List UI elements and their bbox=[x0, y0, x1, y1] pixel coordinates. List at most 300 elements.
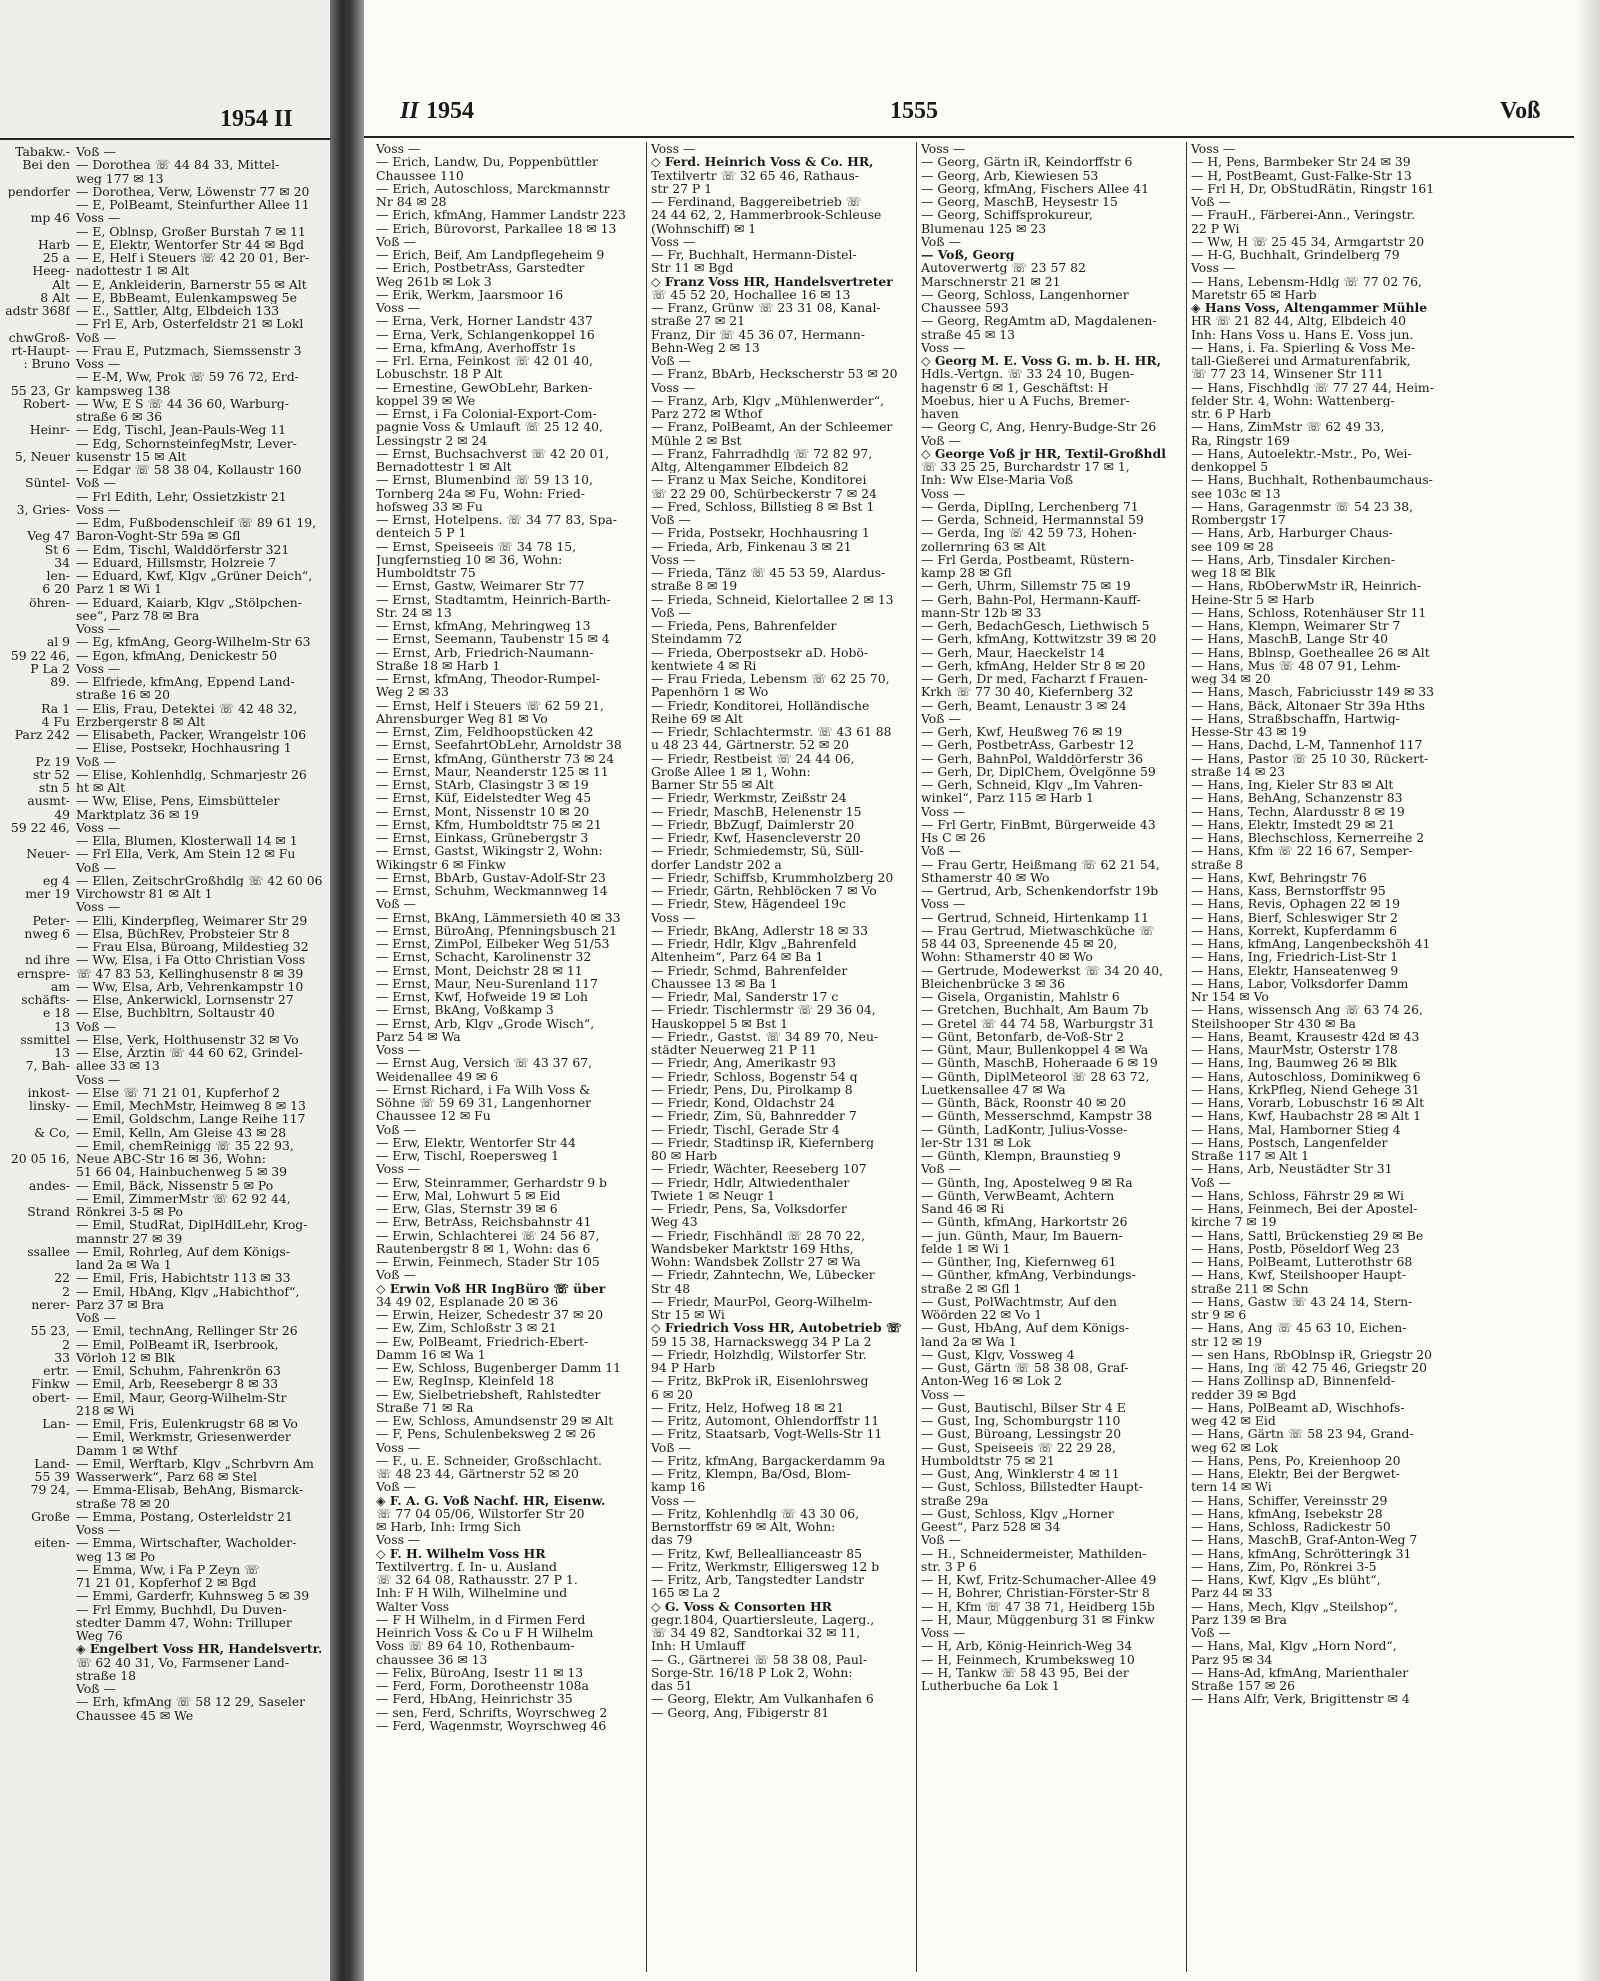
directory-entry-line: ☏ 33 25 25, Burchardstr 17 ✉ 1, bbox=[921, 460, 1130, 474]
directory-entry-line: — Hans, MaschB, Lange Str 40 bbox=[1191, 632, 1388, 646]
left-fragment-line: pendorfer bbox=[7, 184, 70, 198]
directory-entry-line: Heinrich Voss & Co u F H Wilhelm bbox=[376, 1626, 594, 1640]
directory-entry-line: 94 P Harb bbox=[651, 1361, 716, 1375]
directory-entry-line: Weg 2 ✉ 33 bbox=[376, 685, 449, 699]
directory-entry-line: Hauskoppel 5 ✉ Bst 1 bbox=[651, 1016, 789, 1030]
directory-entry-line: mannstr 27 ✉ 39 bbox=[76, 1231, 183, 1245]
directory-entry-line: — E, BbBeamt, Eulenkampsweg 5e bbox=[76, 290, 297, 304]
left-fragment-line: 3, Gries- bbox=[16, 502, 70, 516]
directory-entry-line: pagnie Voss & Umlauft ☏ 25 12 40, bbox=[376, 420, 603, 434]
directory-entry-line: — Elise, Postsekr, Hochhausring 1 bbox=[76, 741, 292, 755]
directory-entry-line: Textilvertr ☏ 32 65 46, Rathaus- bbox=[651, 168, 859, 182]
directory-entry-line: — Hans Zollinsp aD, Binnenfeld- bbox=[1191, 1374, 1396, 1388]
directory-entry-line: — Dorothea ☏ 44 84 33, Mittel- bbox=[76, 158, 280, 172]
directory-entry-line: — Erwin, Schlachterei ☏ 24 56 87, bbox=[376, 1228, 600, 1242]
directory-entry-line: — Emil, Werkmstr, Griesenwerder bbox=[76, 1430, 291, 1444]
directory-entry-line: — Frau Gertr, Heißmang ☏ 62 21 54, bbox=[921, 857, 1160, 871]
directory-entry-line: Weg 43 bbox=[651, 1215, 698, 1229]
left-fragment-line: 79 24, bbox=[30, 1483, 70, 1497]
directory-entry-line: — Frl E, Arb, Osterfeldstr 21 ✉ Lokl bbox=[76, 317, 304, 331]
left-fragment-line: Alt bbox=[52, 277, 70, 291]
directory-entry-line: Voß — bbox=[921, 711, 961, 725]
directory-entry-line: — Elise, Kohlenhdlg, Schmarjestr 26 bbox=[76, 767, 307, 781]
directory-entry-line: — Ernst, Schuhm, Weckmannweg 14 bbox=[376, 884, 608, 898]
directory-entry-line: ◇ G. Voss & Consorten HR bbox=[651, 1599, 832, 1613]
directory-entry-line: — Else ☏ 71 21 01, Kupferhof 2 bbox=[76, 1085, 281, 1099]
left-fragment-line: Strand bbox=[27, 1205, 70, 1219]
left-fragment-line bbox=[0, 940, 70, 953]
directory-entry-line: Weg 261b ✉ Lok 3 bbox=[376, 274, 492, 288]
left-fragment-line: 89. bbox=[50, 675, 70, 689]
left-fragment-line: 49 bbox=[54, 807, 70, 821]
directory-entry-line: — Günth, Messerschmd, Kampstr 38 bbox=[921, 1109, 1153, 1123]
directory-entry-line: — Fritz, kfmAng, Bargackerdamm 9a bbox=[651, 1453, 886, 1467]
directory-entry-line: — Gerda, DiplIng, Lerchenberg 71 bbox=[921, 499, 1139, 513]
left-fragment-line: Pz 19 bbox=[35, 754, 70, 768]
directory-entry-line: Voss — bbox=[651, 234, 696, 248]
directory-entry-line: hagenstr 6 ✉ 1, Geschäftst: H bbox=[921, 380, 1109, 394]
directory-entry-line: — Fritz, Kwf, Belleallianceastr 85 bbox=[651, 1546, 863, 1560]
left-fragment-line: 13 bbox=[54, 1019, 70, 1033]
left-fragment-line bbox=[0, 1139, 70, 1152]
directory-entry-line: Walter Voss bbox=[376, 1599, 450, 1613]
directory-entry-line: Voß — bbox=[921, 844, 961, 858]
directory-entry-line: ☏ 22 29 00, Schürbeckerstr 7 ✉ 24 bbox=[651, 486, 877, 500]
directory-entry-line: — Hans-Ad, kfmAng, Marienthaler bbox=[1191, 1665, 1409, 1679]
directory-entry-line: — Emma, Wirtschafter, Wacholder- bbox=[76, 1536, 297, 1550]
directory-entry-line: kamp 16 bbox=[651, 1480, 706, 1494]
directory-entry-line: Voss — bbox=[76, 211, 121, 225]
directory-entry-line: Straße 71 ✉ Ra bbox=[376, 1400, 474, 1414]
directory-entry-line: tern 14 ✉ Wi bbox=[1191, 1480, 1272, 1494]
directory-entry-line: Chaussee 593 bbox=[921, 301, 1009, 315]
directory-entry-line: — Frieda, Oberpostsekr aD. Hobö- bbox=[651, 645, 869, 659]
directory-entry-line: — Friedr, Stew, Hägendeel 19c bbox=[651, 897, 846, 911]
directory-entry-line: Söhne ☏ 59 69 31, Langenhorner bbox=[376, 1096, 592, 1110]
directory-entry-line: — Hans, Feinmech, Bei der Apostel- bbox=[1191, 1202, 1418, 1216]
left-fragment-line bbox=[0, 1112, 70, 1125]
directory-entry-line: — Frau Elsa, Büroang, Mildestieg 32 bbox=[76, 940, 309, 954]
directory-entry-line: — Franz, Arb, Klgv „Mühlenwerder“, bbox=[651, 393, 885, 407]
directory-entry-line: — Ww, E S ☏ 44 36 60, Warburg- bbox=[76, 396, 289, 410]
directory-entry-line: — Hans, Labor, Volksdorfer Damm bbox=[1191, 976, 1409, 990]
directory-entry-line: zollernring 63 ✉ Alt bbox=[921, 539, 1046, 553]
directory-entry-line: — Erna, Verk, Schlangenkoppel 16 bbox=[376, 327, 595, 341]
directory-entry-line: — Erw, Tischl, Roepersweg 1 bbox=[376, 1149, 560, 1163]
directory-entry-line: — Hans, Lebensm-Hdlg ☏ 77 02 76, bbox=[1191, 274, 1422, 288]
directory-entry-line: — Ernst, Einkass, Grünebergstr 3 bbox=[376, 831, 589, 845]
directory-entry-line: Voß — bbox=[76, 1311, 116, 1325]
directory-entry-line: — Georg, Arb, Kiewiesen 53 bbox=[921, 168, 1099, 182]
directory-entry-line: (Wohnschiff) ✉ 1 bbox=[651, 221, 757, 235]
left-fragment-line: : Bruno bbox=[23, 357, 70, 371]
directory-entry-line: Wöörden 22 ✉ Vo 1 bbox=[921, 1308, 1043, 1322]
left-fragment-line: schäfts- bbox=[21, 993, 70, 1007]
directory-entry-line: straße 18 bbox=[76, 1668, 136, 1682]
directory-entry-line: — Hans, Mech, Klgv „Steilshop“, bbox=[1191, 1599, 1398, 1613]
directory-entry-line: str 27 P 1 bbox=[651, 181, 713, 195]
directory-entry-line: das 51 bbox=[651, 1679, 693, 1693]
directory-entry-line: see 103c ✉ 13 bbox=[1191, 486, 1281, 500]
directory-entry-line: Virchowstr 81 ✉ Alt 1 bbox=[76, 887, 213, 901]
directory-entry-line: Str. 24 ✉ 13 bbox=[376, 605, 452, 619]
directory-entry-line: — Emma, Ww, i Fa P Zeyn ☏ bbox=[76, 1562, 260, 1576]
left-fragment-line: nd ihre bbox=[24, 953, 70, 967]
directory-entry-line: — Günth, VerwBeamt, Achtern bbox=[921, 1188, 1115, 1202]
directory-entry-line: — Hans, Schloss, Fährstr 29 ✉ Wi bbox=[1191, 1188, 1404, 1202]
left-fragment-line: 8 Alt bbox=[40, 290, 70, 304]
directory-entry-line: — Frau Gertrud, Mietwaschküche ☏ bbox=[921, 923, 1155, 937]
directory-entry-line: — Ernst Richard, i Fa Wilh Voss & bbox=[376, 1082, 591, 1096]
catchword: Voß bbox=[1500, 98, 1541, 124]
directory-entry-line: — Emil, chemReinigg ☏ 35 22 93, bbox=[76, 1138, 294, 1152]
directory-entry-line: ✉ Harb, Inh: Irmg Sich bbox=[376, 1520, 522, 1534]
directory-entry-line: Voß — bbox=[651, 605, 691, 619]
directory-entry-line: — Georg, Gärtn iR, Keindorffstr 6 bbox=[921, 155, 1133, 169]
directory-entry-line: winkel“, Parz 115 ✉ Harb 1 bbox=[921, 791, 1094, 805]
directory-entry-line: — Gertrud, Schneid, Hirtenkamp 11 bbox=[921, 910, 1149, 924]
left-fragment-line: Bei den bbox=[22, 158, 70, 172]
directory-entry-line: — Erw, BetrAss, Reichsbahnstr 41 bbox=[376, 1215, 592, 1229]
directory-entry-line: — Ew, Sielbetriebsheft, Rahlstedter bbox=[376, 1387, 601, 1401]
directory-entry-line: — Elsa, BüchRev, Probsteier Str 8 bbox=[76, 926, 290, 940]
directory-entry-line: redder 39 ✉ Bgd bbox=[1191, 1387, 1297, 1401]
left-fragment-line bbox=[0, 900, 70, 913]
directory-entry-line: Chaussee 12 ✉ Fu bbox=[376, 1109, 491, 1123]
directory-entry-line: — Hans, Garagenmstr ☏ 54 23 38, bbox=[1191, 499, 1414, 513]
directory-entry-line: — Ernst, Hotelpens. ☏ 34 77 83, Spa- bbox=[376, 513, 617, 527]
directory-entry-line: Wohn: Wandsbek Zollstr 27 ✉ Wa bbox=[651, 1255, 861, 1269]
directory-entry-line: weg 177 ✉ 13 bbox=[76, 171, 164, 185]
directory-entry-line: — H, Kwf, Fritz-Schumacher-Allee 49 bbox=[921, 1573, 1157, 1587]
directory-entry-line: — Friedr, Zim, Sü, Bahnredder 7 bbox=[651, 1109, 857, 1123]
directory-entry-line: Hs C ✉ 26 bbox=[921, 831, 986, 845]
directory-entry-line: ☏ 62 40 31, Vo, Farmsener Land- bbox=[76, 1655, 290, 1669]
directory-entry-line: Voss — bbox=[651, 1493, 696, 1507]
directory-entry-line: Voss — bbox=[651, 910, 696, 924]
directory-entry-line: — H., Schneidermeister, Mathilden- bbox=[921, 1546, 1147, 1560]
left-fragment-line: Veg 47 bbox=[27, 529, 70, 543]
directory-entry-line: — Hans, Pens, Po, Kreienhoop 20 bbox=[1191, 1453, 1401, 1467]
directory-entry-line: — Gerh, Bahn-Pol, Hermann-Kauff- bbox=[921, 592, 1141, 606]
directory-entry-line: — Gust, HbAng, Auf dem Königs- bbox=[921, 1321, 1130, 1335]
directory-entry-line: — Hans Alfr, Verk, Brigittenstr ✉ 4 bbox=[1191, 1692, 1410, 1706]
left-fragment-line bbox=[0, 490, 70, 503]
directory-entry-line: — Friedr, Hdlr, Klgv „Bahrenfeld bbox=[651, 937, 857, 951]
directory-entry-line: str. 6 P Harb bbox=[1191, 407, 1271, 421]
directory-entry-line: Inh: Ww Else-Maria Voß bbox=[921, 473, 1073, 487]
directory-entry-line: — E, Elektr, Wentorfer Str 44 ✉ Bgd bbox=[76, 237, 305, 251]
left-fragment-line: 2 bbox=[62, 1337, 70, 1351]
directory-entry-line: — E., Sattler, Altg, Elbdeich 133 bbox=[76, 304, 280, 318]
directory-entry-line: — Elli, Kinderpfleg, Weimarer Str 29 bbox=[76, 913, 308, 927]
directory-entry-line: Straße 117 ✉ Alt 1 bbox=[1191, 1149, 1309, 1163]
left-fragment-line: 25 a bbox=[42, 251, 70, 265]
directory-entry-line: — Emil, Bäck, Nissenstr 5 ✉ Po bbox=[76, 1178, 274, 1192]
directory-entry-line: — Hans, Dachd, L-M, Tannenhof 117 bbox=[1191, 738, 1423, 752]
left-fragment-line: nerer- bbox=[31, 1297, 70, 1311]
directory-entry-line: — Friedr, Schloss, Bogenstr 54 q bbox=[651, 1069, 858, 1083]
left-fragment-line: Ra 1 bbox=[41, 701, 70, 715]
left-fragment-line: & Co, bbox=[34, 1125, 70, 1139]
header-rule bbox=[364, 136, 1574, 138]
directory-entry-line: weg 13 ✉ Po bbox=[76, 1549, 156, 1563]
directory-entry-line: Neue ABC-Str 16 ✉ 36, Wohn: bbox=[76, 1152, 266, 1166]
directory-entry-line: — Friedr, Schlachtermstr. ☏ 43 61 88 bbox=[651, 725, 892, 739]
directory-entry-line: — Gust, Ing, Schomburgstr 110 bbox=[921, 1414, 1121, 1428]
directory-entry-line: — Hans, Klempn, Weimarer Str 7 bbox=[1191, 619, 1401, 633]
directory-entry-line: Voß — bbox=[921, 433, 961, 447]
directory-entry-line: — Georg, kfmAng, Fischers Allee 41 bbox=[921, 181, 1149, 195]
directory-entry-line: 51 66 04, Hainbuchenweg 5 ✉ 39 bbox=[76, 1165, 288, 1179]
directory-entry-line: Voß — bbox=[76, 860, 116, 874]
directory-entry-line: — Hans, Schloss, Radickestr 50 bbox=[1191, 1520, 1391, 1534]
left-fragment-line: al 9 bbox=[46, 635, 70, 649]
directory-entry-line: — Fritz, BkProk iR, Eisenlohrsweg bbox=[651, 1374, 869, 1388]
left-fragment-line: Parz 242 bbox=[14, 728, 70, 742]
directory-entry-line: Krkh ☏ 77 30 40, Kiefernberg 32 bbox=[921, 685, 1134, 699]
left-fragment-line: Tabakw.- bbox=[15, 145, 70, 159]
directory-entry-line: — Hans, Kwf, Haubachstr 28 ✉ Alt 1 bbox=[1191, 1109, 1421, 1123]
left-fragment-line: Neuer- bbox=[26, 847, 70, 861]
directory-entry-line: — H, Feinmech, Krumbeksweg 10 bbox=[921, 1652, 1135, 1666]
directory-entry-line: Voss — bbox=[76, 1072, 121, 1086]
directory-entry-line: Jungfernstieg 10 ✉ 36, Wohn: bbox=[376, 552, 563, 566]
directory-entry-line: — E-M, Ww, Prok ☏ 59 76 72, Erd- bbox=[76, 370, 299, 384]
left-fragment-line: St 6 bbox=[44, 542, 70, 556]
directory-entry-line: — Hans, Fischhdlg ☏ 77 27 44, Heim- bbox=[1191, 380, 1434, 394]
directory-entry-line: — Gerh, Uhrm, Sillemstr 75 ✉ 19 bbox=[921, 579, 1131, 593]
edition-label: II bbox=[400, 98, 419, 124]
left-fragment-line: ausmt- bbox=[27, 794, 70, 808]
directory-entry-line: — Else, Ärztin ☏ 44 60 62, Grindel- bbox=[76, 1046, 303, 1060]
directory-entry-line: — Ernst, BbArb, Gustav-Adolf-Str 23 bbox=[376, 870, 606, 884]
directory-entry-line: Lutherbuche 6a Lok 1 bbox=[921, 1679, 1060, 1693]
directory-entry-line: — Ella, Blumen, Klosterwall 14 ✉ 1 bbox=[76, 834, 298, 848]
directory-entry-line: Altenheim“, Parz 64 ✉ Ba 1 bbox=[651, 950, 824, 964]
directory-entry-line: — Gerh, Dr, DiplChem, Övelgönne 59 bbox=[921, 764, 1156, 778]
directory-entry-line: — Hans, kfmAng, Schrötteringk 31 bbox=[1191, 1546, 1412, 1560]
directory-entry-line: — Gretchen, Buchhalt, Am Baum 7b bbox=[921, 1003, 1149, 1017]
directory-entry-line: ht ✉ Alt bbox=[76, 781, 126, 795]
directory-entry-line: — Ew, Zim, Schloßstr 3 ✉ 21 bbox=[376, 1321, 557, 1335]
directory-entry-line: — Ernst, Gastst, Wikingstr 2, Wohn: bbox=[376, 844, 603, 858]
directory-entry-line: — Gust, Schloss, Billstedter Haupt- bbox=[921, 1480, 1143, 1494]
directory-entry-line: Voss — bbox=[921, 142, 966, 156]
directory-entry-line: — Hans, Autoschloss, Dominikweg 6 bbox=[1191, 1069, 1421, 1083]
directory-column-4 bbox=[1186, 142, 1467, 1972]
directory-entry-line: Str 15 ✉ Wi bbox=[651, 1308, 725, 1322]
left-fragment-column bbox=[0, 145, 70, 1550]
directory-entry-line: ler-Str 131 ✉ Lok bbox=[921, 1135, 1031, 1149]
directory-entry-line: Nr 154 ✉ Vo bbox=[1191, 990, 1269, 1004]
directory-entry-line: — Gust, Speiseeis ☏ 22 29 28, bbox=[921, 1440, 1116, 1454]
directory-entry-line: Inh: H Umlauff bbox=[651, 1639, 746, 1653]
directory-entry-line: Voss — bbox=[651, 380, 696, 394]
left-fragment-line: inkost- bbox=[27, 1085, 70, 1099]
directory-entry-line: — Friedr, Gärtn, Rehblöcken 7 ✉ Vo bbox=[651, 884, 877, 898]
directory-entry-line: Baron-Voght-Str 59a ✉ Gfl bbox=[76, 529, 241, 543]
directory-entry-line: — Hans, Mal, Hamborner Stieg 4 bbox=[1191, 1122, 1401, 1136]
directory-entry-line: Voß — bbox=[1191, 1626, 1231, 1640]
directory-entry-line: — Friedr, Restbeist ☏ 24 44 06, bbox=[651, 751, 855, 765]
directory-column-3 bbox=[916, 142, 1191, 1972]
directory-entry-line: — Emil, Fris, Eulenkrugstr 68 ✉ Vo bbox=[76, 1417, 298, 1431]
directory-entry-line: ◇ Erwin Voß HR IngBüro ☏ über bbox=[376, 1281, 606, 1295]
directory-entry-line: — Friedr, Kwf, Hasencleverstr 20 bbox=[651, 831, 861, 845]
directory-entry-line: Nr 84 ✉ 28 bbox=[376, 195, 447, 209]
directory-entry-line: — Fritz, Arb, Tangstedter Landstr bbox=[651, 1573, 865, 1587]
directory-entry-line: — Franz, BbArb, Heckscherstr 53 ✉ 20 bbox=[651, 367, 898, 381]
left-fragment-line: 4 Fu bbox=[41, 714, 70, 728]
directory-entry-line: Str 48 bbox=[651, 1281, 691, 1295]
directory-entry-line: — Erich, PostbetrAss, Garstedter bbox=[376, 261, 585, 275]
directory-entry-line: — Hans, Kwf, Behringstr 76 bbox=[1191, 870, 1367, 884]
left-fragment-line: obert- bbox=[32, 1390, 70, 1404]
directory-entry-line: Steindamm 72 bbox=[651, 632, 743, 646]
directory-entry-line: — Günth, MaschB, Hoheraade 6 ✉ 19 bbox=[921, 1056, 1158, 1070]
directory-entry-line: — Friedr, Pens, Du, Pirolkamp 8 bbox=[651, 1082, 853, 1096]
directory-entry-line: kampsweg 138 bbox=[76, 383, 171, 397]
directory-entry-line: — sen Hans, RbOblnsp iR, Griegstr 20 bbox=[1191, 1347, 1433, 1361]
directory-entry-line: Voss — bbox=[76, 357, 121, 371]
left-fragment-line: 20 05 16, bbox=[10, 1152, 70, 1166]
directory-entry-line: Voß — bbox=[76, 145, 116, 159]
directory-entry-line: — Günther, kfmAng, Verbindungs- bbox=[921, 1268, 1136, 1282]
directory-entry-line: — Gerh, Beamt, Lenaustr 3 ✉ 24 bbox=[921, 698, 1127, 712]
directory-entry-line: — Hans, Revis, Ophagen 22 ✉ 19 bbox=[1191, 897, 1401, 911]
directory-entry-line: straße 16 ✉ 20 bbox=[76, 688, 170, 702]
directory-entry-line: Voß — bbox=[76, 754, 116, 768]
directory-entry-line: Voss — bbox=[376, 1162, 421, 1176]
directory-entry-line: — Gretel ☏ 44 74 58, Warburgstr 31 bbox=[921, 1016, 1155, 1030]
left-fragment-line: 55 23, bbox=[30, 1324, 70, 1338]
left-fragment-line bbox=[0, 370, 70, 383]
directory-entry-line: — Hans, Postb, Pöseldorf Weg 23 bbox=[1191, 1241, 1400, 1255]
directory-entry-line: ◈ F. A. G. Voß Nachf. HR, Eisenw. bbox=[376, 1493, 606, 1507]
left-fragment-line: Heeg- bbox=[32, 264, 70, 278]
directory-entry-line: — Ernst, BkAng, Lämmersieth 40 ✉ 33 bbox=[376, 910, 621, 924]
directory-entry-line: — Hans, wissensch Ang ☏ 63 74 26, bbox=[1191, 1003, 1423, 1017]
left-header-rule bbox=[0, 138, 330, 140]
left-fragment-line: stn 5 bbox=[38, 781, 70, 795]
directory-entry-line: Parz 139 ✉ Bra bbox=[1191, 1612, 1287, 1626]
left-fragment-line: eiten- bbox=[34, 1536, 70, 1550]
directory-entry-line: ◈ Hans Voss, Altengammer Mühle bbox=[1191, 301, 1428, 315]
directory-entry-line: straße 78 ✉ 20 bbox=[76, 1496, 170, 1510]
directory-entry-line: felde 1 ✉ Wi 1 bbox=[921, 1241, 1011, 1255]
directory-entry-line: Voß — bbox=[376, 1480, 416, 1494]
left-fragment-line: Große bbox=[31, 1509, 70, 1523]
directory-entry-line: ☏ 77 23 14, Winsener Str 111 bbox=[1191, 367, 1384, 381]
directory-entry-line: Voß — bbox=[651, 1440, 691, 1454]
directory-entry-line: — Elfriede, kfmAng, Eppend Land- bbox=[76, 675, 295, 689]
left-fragment-line: adstr 368f bbox=[5, 304, 70, 318]
directory-entry-line: — Emil, MechMstr, Heimweg 8 ✉ 13 bbox=[76, 1099, 306, 1113]
directory-entry-line: Weidenallee 49 ✉ 6 bbox=[376, 1069, 499, 1083]
left-fragment-line: 22 bbox=[54, 1271, 70, 1285]
directory-entry-line: Wandsbeker Marktstr 169 Hths, bbox=[651, 1241, 854, 1255]
directory-entry-line: — Else, Buchbltrn, Soltaustr 40 bbox=[76, 1006, 275, 1020]
directory-entry-line: — F, Pens, Schulenbeksweg 2 ✉ 26 bbox=[376, 1427, 596, 1441]
directory-entry-line: — Günt, Maur, Bullenkoppel 4 ✉ Wa bbox=[921, 1043, 1149, 1057]
directory-entry-line: — Frida, Postsekr, Hochhausring 1 bbox=[651, 526, 870, 540]
directory-entry-line: — E, Ankleiderin, Barnerstr 55 ✉ Alt bbox=[76, 277, 307, 291]
directory-entry-line: — Frl Edith, Lehr, Ossietzkistr 21 bbox=[76, 489, 287, 503]
left-fragment-line bbox=[0, 225, 70, 238]
directory-entry-line: — E, PolBeamt, Steinfurther Allee 11 bbox=[76, 198, 310, 212]
directory-entry-line: — Hans, Arb, Neustädter Str 31 bbox=[1191, 1162, 1393, 1176]
directory-entry-line: Anton-Weg 16 ✉ Lok 2 bbox=[921, 1374, 1062, 1388]
directory-entry-line: Rönkrei 3-5 ✉ Po bbox=[76, 1205, 183, 1219]
directory-entry-line: — Gerda, Ing ☏ 42 59 73, Hohen- bbox=[921, 526, 1137, 540]
left-entries-column bbox=[76, 145, 330, 1722]
directory-entry-line: — H, Arb, König-Heinrich-Weg 34 bbox=[921, 1639, 1133, 1653]
directory-entry-line: — Gertrude, Modewerkst ☏ 34 20 40, bbox=[921, 963, 1164, 977]
directory-entry-line: koppel 39 ✉ We bbox=[376, 393, 476, 407]
directory-entry-line: — Fritz, Klempn, Ba/Osd, Blom- bbox=[651, 1467, 851, 1481]
directory-entry-line: — Ww, Elsa, Arb, Vehrenkampstr 10 bbox=[76, 979, 304, 993]
directory-entry-line: — Friedr, Fischhändl ☏ 28 70 22, bbox=[651, 1228, 866, 1242]
directory-entry-line: Sorge-Str. 16/18 P Lok 2, Wohn: bbox=[651, 1665, 853, 1679]
directory-entry-line: haven bbox=[921, 407, 959, 421]
directory-entry-line: Voß — bbox=[376, 234, 416, 248]
directory-entry-line: — Ernst, Seemann, Taubenstr 15 ✉ 4 bbox=[376, 632, 610, 646]
directory-entry-line: — Ernst, Blumenbind ☏ 59 13 10, bbox=[376, 473, 593, 487]
directory-entry-line: — Hans, Kwf, Steilshooper Haupt- bbox=[1191, 1268, 1407, 1282]
directory-entry-line: — Hans, MaurMstr, Osterstr 178 bbox=[1191, 1043, 1398, 1057]
directory-entry-line: Voss — bbox=[1191, 261, 1236, 275]
left-fragment-line: mer 19 bbox=[25, 887, 70, 901]
directory-entry-line: — H, Pens, Barmbeker Str 24 ✉ 39 bbox=[1191, 155, 1411, 169]
directory-entry-line: — Emil, Rohrleg, Auf dem Königs- bbox=[76, 1244, 290, 1258]
directory-entry-line: — Hans, PolBeamt, Lutterothstr 68 bbox=[1191, 1255, 1413, 1269]
directory-entry-line: — Fritz, Automont, Ohlendorffstr 11 bbox=[651, 1414, 880, 1428]
directory-entry-line: — Günth, Klempn, Braunstieg 9 bbox=[921, 1149, 1121, 1163]
directory-entry-line: — Eduard, Hillsmstr, Holzreie 7 bbox=[76, 555, 277, 569]
directory-entry-line: — Else, Ankerwickl, Lornsenstr 27 bbox=[76, 993, 294, 1007]
directory-entry-line: — Gerh, Kwf, Heußweg 76 ✉ 19 bbox=[921, 725, 1123, 739]
directory-entry-line: — Ernst, SeefahrtObLehr, Arnoldstr 38 bbox=[376, 738, 622, 752]
page-header bbox=[364, 98, 1574, 132]
directory-entry-line: — Ernst, ZimPol, Eilbeker Weg 51/53 bbox=[376, 937, 610, 951]
directory-entry-line: — Ernst, StArb, Clasingstr 3 ✉ 19 bbox=[376, 778, 589, 792]
directory-entry-line: — Hans, Gastw ☏ 43 24 14, Stern- bbox=[1191, 1294, 1413, 1308]
directory-entry-line: — Erich, Beif, Am Landpflegeheim 9 bbox=[376, 248, 605, 262]
directory-entry-line: 71 21 01, Kopferhof 2 ✉ Bgd bbox=[76, 1576, 257, 1590]
directory-entry-line: ☏ 34 49 82, Sandtorkai 32 ✉ 11, bbox=[651, 1626, 861, 1640]
directory-entry-line: — Emil, Goldschm, Lange Reihe 117 bbox=[76, 1112, 306, 1126]
directory-entry-line: straße 2 ✉ Gfl 1 bbox=[921, 1281, 1022, 1295]
directory-entry-line: — Friedr, Schmd, Bahrenfelder bbox=[651, 963, 848, 977]
directory-entry-line: — Hans, Arb, Tinsdaler Kirchen- bbox=[1191, 552, 1396, 566]
directory-entry-line: — Hans, Bierf, Schleswiger Str 2 bbox=[1191, 910, 1399, 924]
directory-entry-line: — Hans, Arb, Harburger Chaus- bbox=[1191, 526, 1393, 540]
directory-entry-line: — Gust, Schloss, Klgv „Horner bbox=[921, 1506, 1114, 1520]
directory-columns bbox=[364, 142, 1600, 1972]
directory-entry-line: — F H Wilhelm, in d Firmen Ferd bbox=[376, 1612, 586, 1626]
directory-entry-line: — Else, Verk, Holthusenstr 32 ✉ Vo bbox=[76, 1032, 299, 1046]
left-fragment-line: ssallee bbox=[27, 1244, 70, 1258]
directory-entry-line: — Günther, Ing, Kiefernweg 61 bbox=[921, 1255, 1117, 1269]
directory-entry-line: weg 62 ✉ Lok bbox=[1191, 1440, 1279, 1454]
directory-entry-line: — Franz, Fahrradhdlg ☏ 72 82 97, bbox=[651, 446, 873, 460]
directory-entry-line: ◇ Friedrich Voss HR, Autobetrieb ☏ bbox=[651, 1321, 902, 1335]
directory-entry-line: — Ernst, kfmAng, Mehringweg 13 bbox=[376, 619, 591, 633]
directory-entry-line: — Hans, BehAng, Schanzenstr 83 bbox=[1191, 791, 1403, 805]
left-fragment-line: 7, Bah- bbox=[25, 1059, 70, 1073]
directory-entry-line: Inh: Hans Voss u. Hans E. Voss jun. bbox=[1191, 327, 1414, 341]
